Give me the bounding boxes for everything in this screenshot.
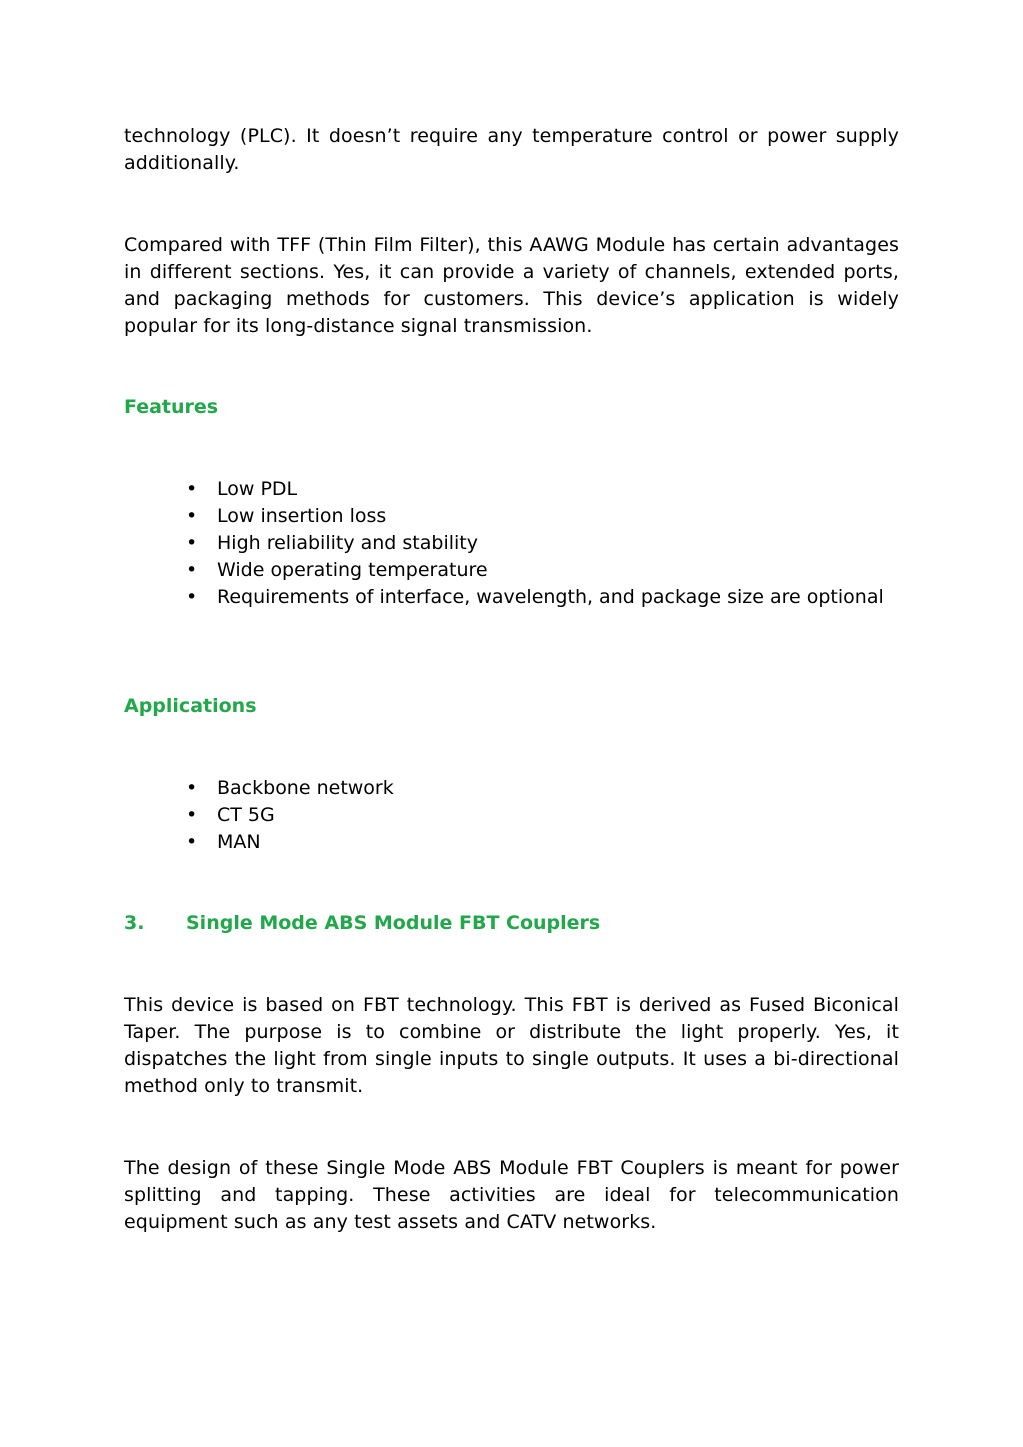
paragraph-fbt-description: This device is based on FBT technology. This FBT is derived as Fused Biconical Taper. The purpose is to combine or distribute the light properly. Yes, it dispatches the light from single inputs to single outputs. It uses a bi-directional method only to transmit. xyxy=(124,994,899,1097)
features-heading: Features xyxy=(124,396,219,418)
list-item-text: High reliability and stability xyxy=(217,532,478,554)
applications-heading: Applications xyxy=(124,695,257,717)
paragraph-intro-tail: technology (PLC). It doesn’t require any temperature control or power supply additionally. xyxy=(124,125,899,174)
bullet-icon: • xyxy=(186,505,198,527)
list-item xyxy=(124,530,899,557)
list-item xyxy=(124,584,899,611)
list-item-text: CT 5G xyxy=(217,804,275,826)
list-item-text: Wide operating temperature xyxy=(217,559,488,581)
bullet-icon: • xyxy=(186,777,198,799)
bullet-icon: • xyxy=(186,804,198,826)
list-item xyxy=(124,476,899,503)
section-title: Single Mode ABS Module FBT Couplers xyxy=(186,912,601,934)
bullet-icon: • xyxy=(186,532,198,554)
bullet-icon: • xyxy=(186,478,198,500)
section-number: 3. xyxy=(124,912,145,934)
list-item xyxy=(124,829,899,856)
bullet-icon: • xyxy=(186,559,198,581)
bullet-icon: • xyxy=(186,586,198,608)
list-item-text: Low insertion loss xyxy=(217,505,387,527)
list-item-text: Backbone network xyxy=(217,777,394,799)
list-item xyxy=(124,802,899,829)
paragraph-comparison: Compared with TFF (Thin Film Filter), this AAWG Module has certain advantages in different sections. Yes, it can provide a variety of channels, extended ports, and packaging methods for customers. This device’s application is widely popular for its long-distance signal transmission. xyxy=(124,234,899,337)
list-item xyxy=(124,557,899,584)
paragraph-fbt-design: The design of these Single Mode ABS Module FBT Couplers is meant for power splitting and tapping. These activities are ideal for telecommunication equipment such as any test assets and CATV networks. xyxy=(124,1157,899,1233)
bullet-icon: • xyxy=(186,831,198,853)
features-list xyxy=(124,476,899,611)
list-item-text: Requirements of interface, wavelength, and package size are optional xyxy=(217,586,884,608)
list-item-text: Low PDL xyxy=(217,478,298,500)
section-heading xyxy=(124,910,899,937)
list-item xyxy=(124,503,899,530)
applications-list xyxy=(124,775,899,856)
list-item-text: MAN xyxy=(217,831,261,853)
list-item xyxy=(124,775,899,802)
